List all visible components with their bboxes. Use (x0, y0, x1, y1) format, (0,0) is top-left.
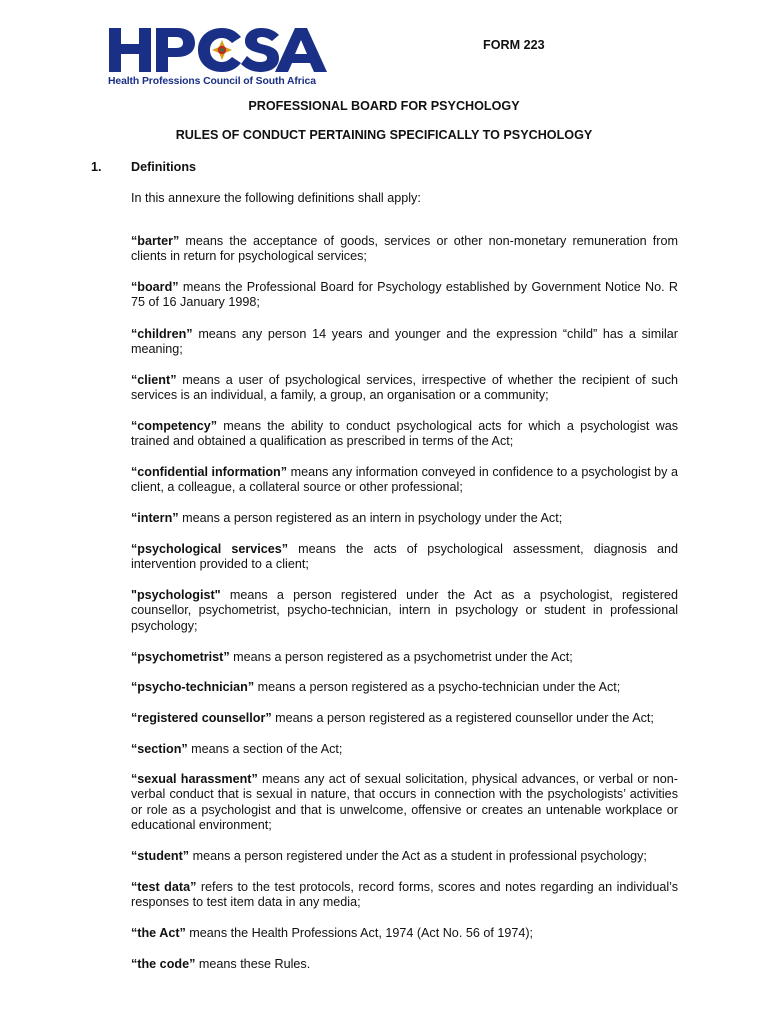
definition-text: means these Rules. (195, 956, 311, 971)
definition-term: “board” (131, 279, 179, 294)
definition-psychological-services (131, 542, 678, 573)
definition-text: means any person 14 years and younger and the expression “child” has a similar meaning; (131, 326, 678, 357)
definition-term: “barter” (131, 233, 180, 248)
definition-text: means any act of sexual solicitation, physical advances, or verbal or non-verbal conduct that is sexual in nature, that occurs in connection with the psychologists’ activities or role as a psychologist and that is unwelcome, offensive or creates an untenable workplace or educational environment; (131, 771, 678, 833)
definition-text: means the acts of psychological assessment, diagnosis and intervention provided to a client; (131, 541, 678, 572)
definition-term: "psychologist" (131, 587, 221, 602)
definition-term: “the Act” (131, 925, 186, 940)
section-number: 1. (91, 160, 102, 174)
definition-test-data (131, 880, 678, 911)
definition-text: means a person registered under the Act as a student in professional psychology; (189, 848, 647, 863)
definition-text: means a person registered as a registered counsellor under the Act; (271, 710, 654, 725)
definition-the-code (131, 957, 678, 973)
definition-text: means the Health Professions Act, 1974 (Act No. 56 of 1974); (185, 925, 534, 940)
hpcsa-logo-mark (107, 24, 335, 76)
definition-confidential-information (131, 465, 678, 496)
definition-term: “sexual harassment” (131, 771, 258, 786)
hpcsa-logo (107, 24, 335, 88)
definition-term: “section” (131, 741, 188, 756)
definition-competency (131, 419, 678, 450)
definition-the-act (131, 926, 678, 942)
definition-term: “intern” (131, 510, 179, 525)
definition-term: “client” (131, 372, 177, 387)
definition-term: “confidential information” (131, 464, 288, 479)
definition-text: means a person registered as an intern in psychology under the Act; (178, 510, 563, 525)
definition-psycho-technician (131, 680, 678, 696)
definition-text: means a section of the Act; (187, 741, 343, 756)
definition-student (131, 849, 678, 865)
definition-term: “psychometrist” (131, 649, 230, 664)
definition-text: means a person registered under the Act as a psychologist, registered counsellor, psychometrist, psycho-technician, intern in psychology or student in professional psychology; (131, 587, 678, 633)
section-title: Definitions (131, 160, 197, 174)
definition-sexual-harassment (131, 772, 678, 834)
definition-registered-counsellor (131, 711, 678, 727)
definition-client (131, 373, 678, 404)
logo-caption: Health Professions Council of South Africa (108, 76, 316, 87)
definition-psychometrist (131, 650, 678, 666)
definition-term: “registered counsellor” (131, 710, 272, 725)
definition-text: means a person registered as a psycho-technician under the Act; (254, 679, 621, 694)
definition-text: refers to the test protocols, record forms, scores and notes regarding an individual’s responses to test item data in any media; (131, 879, 678, 910)
definition-text: means the ability to conduct psychological acts for which a psychologist was trained and obtained a qualification as prescribed in terms of the Act; (131, 418, 678, 449)
definition-term: “test data” (131, 879, 197, 894)
definition-term: “psycho-technician” (131, 679, 255, 694)
definition-barter (131, 234, 678, 265)
rules-title: RULES OF CONDUCT PERTAINING SPECIFICALLY TO PSYCHOLOGY (175, 128, 593, 142)
emblem-icon (212, 40, 232, 60)
definition-board (131, 280, 678, 311)
definition-psychologist (131, 588, 678, 635)
definition-intern (131, 511, 678, 527)
definition-term: “children” (131, 326, 193, 341)
definition-text: means a person registered as a psychometrist under the Act; (229, 649, 573, 664)
definition-text: means any information conveyed in confidence to a psychologist by a client, a colleague, a collateral source or other professional; (131, 464, 678, 495)
definition-text: means the acceptance of goods, services or other non-monetary remuneration from clients in return for psychological services; (131, 233, 678, 264)
definition-text: means a user of psychological services, irrespective of whether the recipient of such services is an individual, a family, a group, an organisation or a community; (131, 372, 678, 403)
definition-section (131, 742, 678, 758)
form-number: FORM 223 (483, 38, 545, 52)
definition-term: “psychological services” (131, 541, 289, 556)
definition-term: “student” (131, 848, 190, 863)
definition-term: “the code” (131, 956, 196, 971)
board-title: PROFESSIONAL BOARD FOR PSYCHOLOGY (248, 99, 520, 113)
definition-children (131, 327, 678, 358)
definition-term: “competency” (131, 418, 218, 433)
section-intro: In this annexure the following definitions shall apply: (131, 191, 421, 205)
definition-text: means the Professional Board for Psychology established by Government Notice No. R 75 of 16 January 1998; (131, 279, 678, 310)
